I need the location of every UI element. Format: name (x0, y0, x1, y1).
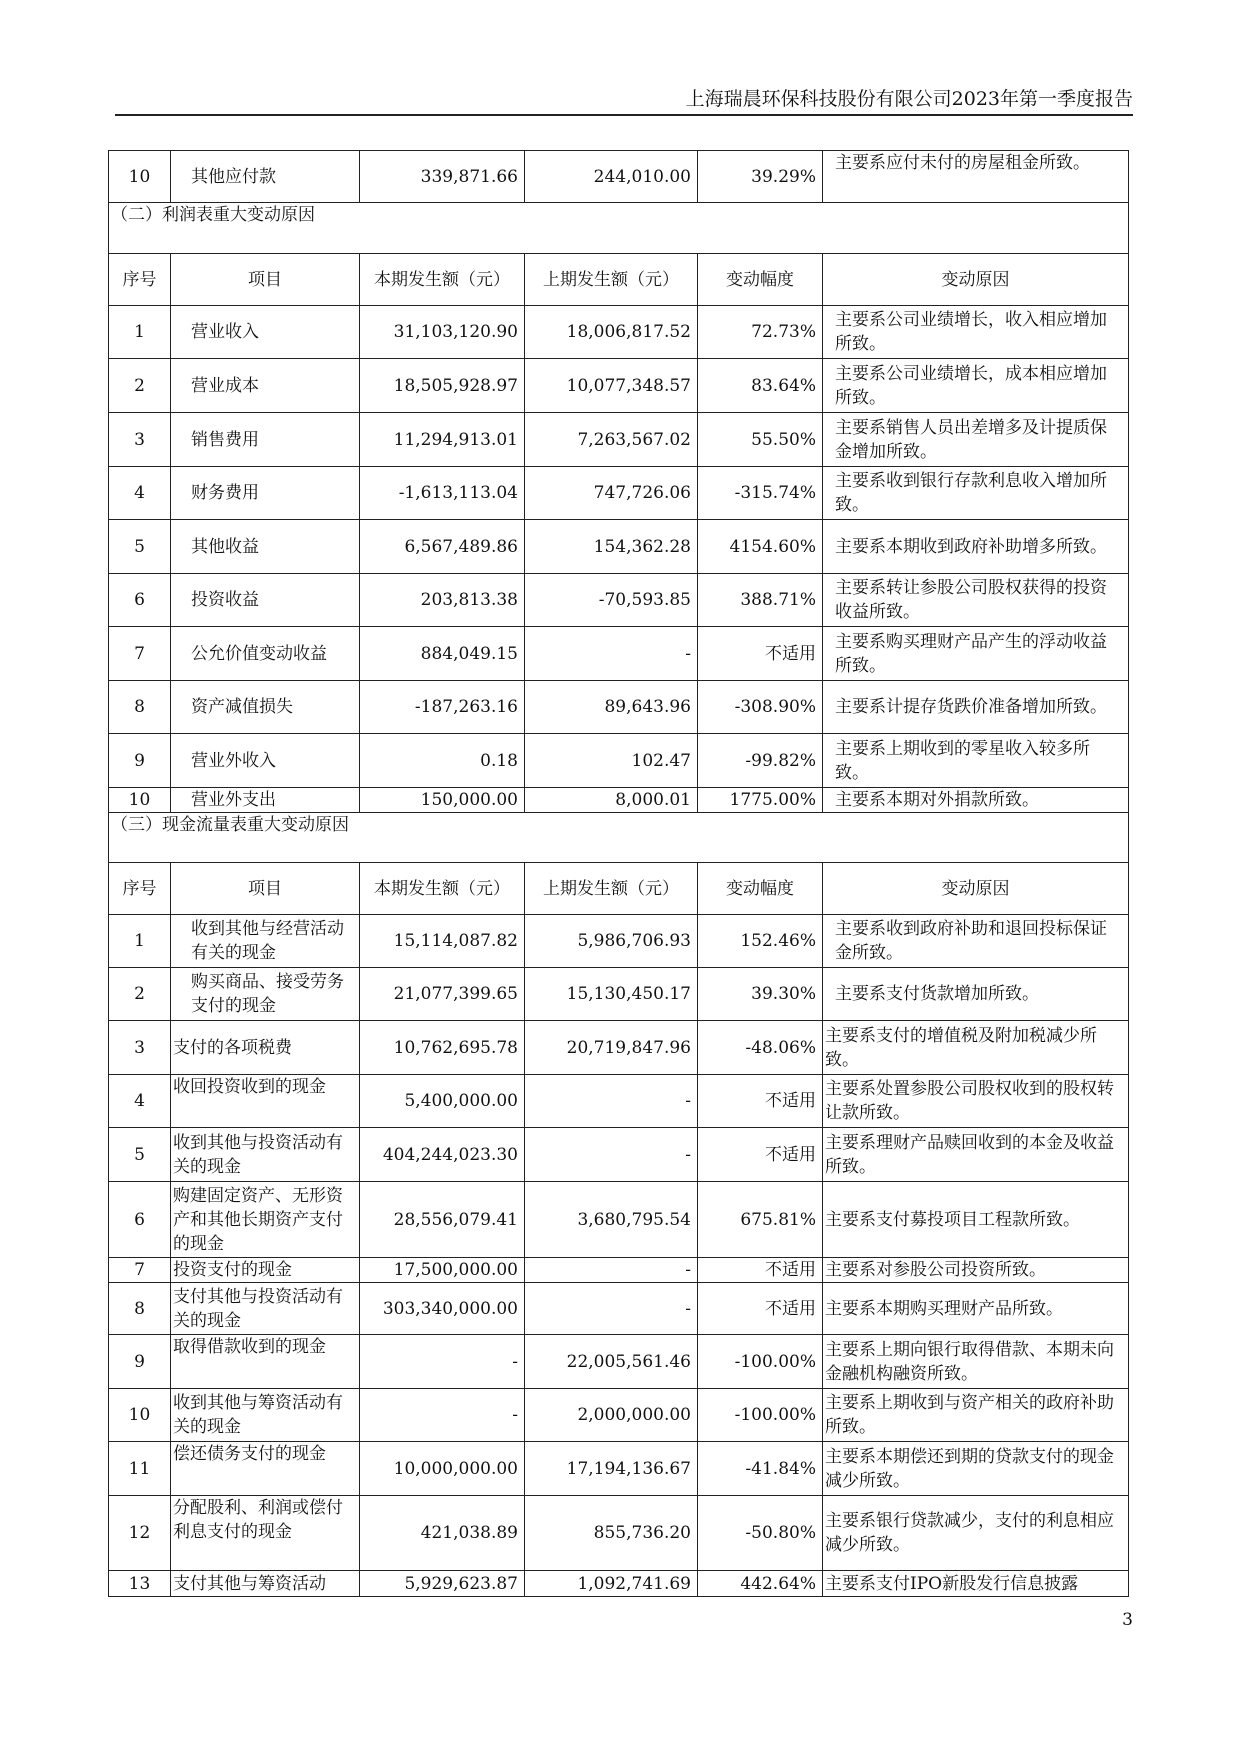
change-cell: 388.71% (698, 574, 823, 627)
section-title-row (109, 813, 1129, 863)
seq-cell: 1 (109, 915, 171, 968)
current-cell: -1,613,113.04 (360, 467, 525, 520)
change-cell: 不适用 (698, 1258, 823, 1283)
seq-cell: 4 (109, 1075, 171, 1128)
current-cell: 339,871.66 (360, 151, 525, 203)
item-cell: 销售费用 (171, 413, 360, 467)
table-row (109, 915, 1129, 968)
previous-cell: 154,362.28 (525, 520, 698, 574)
current-cell: 6,567,489.86 (360, 520, 525, 574)
header-row (109, 863, 1129, 915)
previous-cell: 3,680,795.54 (525, 1182, 698, 1258)
previous-cell: 20,719,847.96 (525, 1021, 698, 1075)
table-row (109, 1283, 1129, 1335)
reason-cell: 主要系支付货款增加所致。 (823, 968, 1129, 1021)
item-cell: 投资支付的现金 (171, 1258, 360, 1283)
item-cell: 支付其他与投资活动有关的现金 (171, 1283, 360, 1335)
change-cell: -41.84% (698, 1442, 823, 1496)
seq-cell: 6 (109, 574, 171, 627)
seq-cell: 11 (109, 1442, 171, 1496)
seq-cell: 13 (109, 1571, 171, 1597)
current-cell: 17,500,000.00 (360, 1258, 525, 1283)
cashflow-section-title: （三）现金流量表重大变动原因 (109, 813, 1129, 863)
current-cell: 11,294,913.01 (360, 413, 525, 467)
reason-cell: 主要系本期购买理财产品所致。 (823, 1283, 1129, 1335)
reason-cell: 主要系销售人员出差增多及计提质保金增加所致。 (823, 413, 1129, 467)
reason-cell: 主要系计提存货跌价准备增加所致。 (823, 681, 1129, 734)
reason-cell: 主要系上期收到与资产相关的政府补助所致。 (823, 1389, 1129, 1442)
section-title-row (109, 203, 1129, 254)
current-cell: 28,556,079.41 (360, 1182, 525, 1258)
item-cell: 取得借款收到的现金 (171, 1335, 360, 1389)
previous-cell: 2,000,000.00 (525, 1389, 698, 1442)
reason-cell: 主要系收到政府补助和退回投标保证金所致。 (823, 915, 1129, 968)
header-reason: 变动原因 (823, 254, 1129, 306)
previous-cell: 15,130,450.17 (525, 968, 698, 1021)
income-section-title: （二）利润表重大变动原因 (109, 203, 1129, 254)
reason-cell: 主要系本期对外捐款所致。 (823, 788, 1129, 813)
change-cell: 1775.00% (698, 788, 823, 813)
table-row (109, 681, 1129, 734)
table-row (109, 1335, 1129, 1389)
previous-cell: -70,593.85 (525, 574, 698, 627)
previous-cell: 1,092,741.69 (525, 1571, 698, 1597)
item-cell: 收到其他与投资活动有关的现金 (171, 1128, 360, 1182)
seq-cell: 8 (109, 681, 171, 734)
item-cell: 资产减值损失 (171, 681, 360, 734)
table-row (109, 734, 1129, 788)
change-cell: 152.46% (698, 915, 823, 968)
header-previous: 上期发生额（元） (525, 254, 698, 306)
seq-cell: 10 (109, 1389, 171, 1442)
current-cell: 15,114,087.82 (360, 915, 525, 968)
header-current: 本期发生额（元） (360, 863, 525, 915)
item-cell: 公允价值变动收益 (171, 627, 360, 681)
table-row (109, 1128, 1129, 1182)
table-row (109, 1075, 1129, 1128)
reason-cell: 主要系转让参股公司股权获得的投资收益所致。 (823, 574, 1129, 627)
item-cell: 收到其他与筹资活动有关的现金 (171, 1389, 360, 1442)
change-cell: -50.80% (698, 1496, 823, 1571)
seq-cell: 8 (109, 1283, 171, 1335)
seq-cell: 9 (109, 1335, 171, 1389)
current-cell: 404,244,023.30 (360, 1128, 525, 1182)
previous-cell: 18,006,817.52 (525, 306, 698, 359)
reason-cell: 主要系购买理财产品产生的浮动收益所致。 (823, 627, 1129, 681)
item-cell: 财务费用 (171, 467, 360, 520)
current-cell: 5,400,000.00 (360, 1075, 525, 1128)
change-cell: 83.64% (698, 359, 823, 413)
previous-cell: 102.47 (525, 734, 698, 788)
financial-change-table (108, 150, 1129, 1597)
header-change: 变动幅度 (698, 254, 823, 306)
reason-cell: 主要系处置参股公司股权收到的股权转让款所致。 (823, 1075, 1129, 1128)
header-change: 变动幅度 (698, 863, 823, 915)
header-item: 项目 (171, 863, 360, 915)
seq-cell: 2 (109, 968, 171, 1021)
current-cell: 150,000.00 (360, 788, 525, 813)
change-cell: -48.06% (698, 1021, 823, 1075)
header-current: 本期发生额（元） (360, 254, 525, 306)
item-cell: 购建固定资产、无形资产和其他长期资产支付的现金 (171, 1182, 360, 1258)
item-cell: 收回投资收到的现金 (171, 1075, 360, 1128)
table-row (109, 306, 1129, 359)
reason-cell: 主要系公司业绩增长，收入相应增加所致。 (823, 306, 1129, 359)
seq-cell: 5 (109, 1128, 171, 1182)
current-cell: -187,263.16 (360, 681, 525, 734)
previous-cell: 5,986,706.93 (525, 915, 698, 968)
previous-cell: - (525, 1283, 698, 1335)
seq-cell: 1 (109, 306, 171, 359)
page-number: 3 (1122, 1610, 1133, 1630)
current-cell: 303,340,000.00 (360, 1283, 525, 1335)
current-cell: 21,077,399.65 (360, 968, 525, 1021)
change-cell: 675.81% (698, 1182, 823, 1258)
seq-cell: 12 (109, 1496, 171, 1571)
item-cell: 营业成本 (171, 359, 360, 413)
reason-cell: 主要系公司业绩增长，成本相应增加所致。 (823, 359, 1129, 413)
change-cell: 55.50% (698, 413, 823, 467)
header-previous: 上期发生额（元） (525, 863, 698, 915)
table-row (109, 359, 1129, 413)
change-cell: -100.00% (698, 1335, 823, 1389)
change-cell: 不适用 (698, 1128, 823, 1182)
item-cell: 购买商品、接受劳务支付的现金 (171, 968, 360, 1021)
reason-cell: 主要系上期向银行取得借款、本期未向金融机构融资所致。 (823, 1335, 1129, 1389)
reason-cell: 主要系支付的增值税及附加税减少所致。 (823, 1021, 1129, 1075)
header-reason: 变动原因 (823, 863, 1129, 915)
change-cell: 4154.60% (698, 520, 823, 574)
seq-cell: 10 (109, 151, 171, 203)
reason-cell: 主要系理财产品赎回收到的本金及收益所致。 (823, 1128, 1129, 1182)
table-row (109, 1182, 1129, 1258)
current-cell: 10,000,000.00 (360, 1442, 525, 1496)
current-cell: 5,929,623.87 (360, 1571, 525, 1597)
item-cell: 支付其他与筹资活动 (171, 1571, 360, 1597)
previous-cell: - (525, 1128, 698, 1182)
current-cell: 884,049.15 (360, 627, 525, 681)
item-cell: 其他收益 (171, 520, 360, 574)
seq-cell: 2 (109, 359, 171, 413)
seq-cell: 9 (109, 734, 171, 788)
reason-cell: 主要系支付IPO新股发行信息披露 (823, 1571, 1129, 1597)
seq-cell: 10 (109, 788, 171, 813)
previous-cell: - (525, 627, 698, 681)
current-cell: - (360, 1389, 525, 1442)
seq-cell: 7 (109, 1258, 171, 1283)
previous-cell: 747,726.06 (525, 467, 698, 520)
previous-cell: 8,000.01 (525, 788, 698, 813)
reason-cell: 主要系支付募投项目工程款所致。 (823, 1182, 1129, 1258)
change-cell: 不适用 (698, 627, 823, 681)
seq-cell: 3 (109, 413, 171, 467)
previous-cell: 7,263,567.02 (525, 413, 698, 467)
current-cell: - (360, 1335, 525, 1389)
previous-cell: 89,643.96 (525, 681, 698, 734)
reason-cell: 主要系上期收到的零星收入较多所致。 (823, 734, 1129, 788)
table-row (109, 968, 1129, 1021)
change-cell: 72.73% (698, 306, 823, 359)
reason-cell: 主要系应付未付的房屋租金所致。 (823, 151, 1129, 203)
item-cell: 其他应付款 (171, 151, 360, 203)
item-cell: 收到其他与经营活动有关的现金 (171, 915, 360, 968)
item-cell: 营业外支出 (171, 788, 360, 813)
item-cell: 分配股利、利润或偿付利息支付的现金 (171, 1496, 360, 1571)
change-cell: 39.29% (698, 151, 823, 203)
change-cell: -315.74% (698, 467, 823, 520)
current-cell: 10,762,695.78 (360, 1021, 525, 1075)
current-cell: 31,103,120.90 (360, 306, 525, 359)
reason-cell: 主要系本期收到政府补助增多所致。 (823, 520, 1129, 574)
seq-cell: 5 (109, 520, 171, 574)
table-row (109, 467, 1129, 520)
table-row (109, 627, 1129, 681)
previous-cell: 22,005,561.46 (525, 1335, 698, 1389)
header-item: 项目 (171, 254, 360, 306)
previous-cell: 244,010.00 (525, 151, 698, 203)
reason-cell: 主要系银行贷款减少，支付的利息相应减少所致。 (823, 1496, 1129, 1571)
item-cell: 偿还债务支付的现金 (171, 1442, 360, 1496)
change-cell: 442.64% (698, 1571, 823, 1597)
seq-cell: 6 (109, 1182, 171, 1258)
report-header: 上海瑞晨环保科技股份有限公司2023年第一季度报告 (115, 88, 1133, 116)
current-cell: 203,813.38 (360, 574, 525, 627)
change-cell: 不适用 (698, 1283, 823, 1335)
table-row (109, 574, 1129, 627)
table-row (109, 1258, 1129, 1283)
reason-cell: 主要系收到银行存款利息收入增加所致。 (823, 467, 1129, 520)
table-row (109, 1442, 1129, 1496)
current-cell: 421,038.89 (360, 1496, 525, 1571)
table-row (109, 1021, 1129, 1075)
item-cell: 支付的各项税费 (171, 1021, 360, 1075)
table-row (109, 788, 1129, 813)
reason-cell: 主要系本期偿还到期的贷款支付的现金减少所致。 (823, 1442, 1129, 1496)
current-cell: 18,505,928.97 (360, 359, 525, 413)
table-row (109, 520, 1129, 574)
seq-cell: 7 (109, 627, 171, 681)
item-cell: 投资收益 (171, 574, 360, 627)
change-cell: 39.30% (698, 968, 823, 1021)
table-row (109, 1496, 1129, 1571)
previous-cell: 855,736.20 (525, 1496, 698, 1571)
previous-cell: - (525, 1258, 698, 1283)
header-seq: 序号 (109, 863, 171, 915)
change-cell: -100.00% (698, 1389, 823, 1442)
current-cell: 0.18 (360, 734, 525, 788)
item-cell: 营业外收入 (171, 734, 360, 788)
item-cell: 营业收入 (171, 306, 360, 359)
seq-cell: 4 (109, 467, 171, 520)
change-cell: -99.82% (698, 734, 823, 788)
previous-cell: 17,194,136.67 (525, 1442, 698, 1496)
seq-cell: 3 (109, 1021, 171, 1075)
header-row (109, 254, 1129, 306)
header-seq: 序号 (109, 254, 171, 306)
table-row (109, 1389, 1129, 1442)
table-row (109, 1571, 1129, 1597)
table-row (109, 413, 1129, 467)
reason-cell: 主要系对参股公司投资所致。 (823, 1258, 1129, 1283)
previous-cell: 10,077,348.57 (525, 359, 698, 413)
change-cell: -308.90% (698, 681, 823, 734)
previous-cell: - (525, 1075, 698, 1128)
table-row (109, 151, 1129, 203)
change-cell: 不适用 (698, 1075, 823, 1128)
